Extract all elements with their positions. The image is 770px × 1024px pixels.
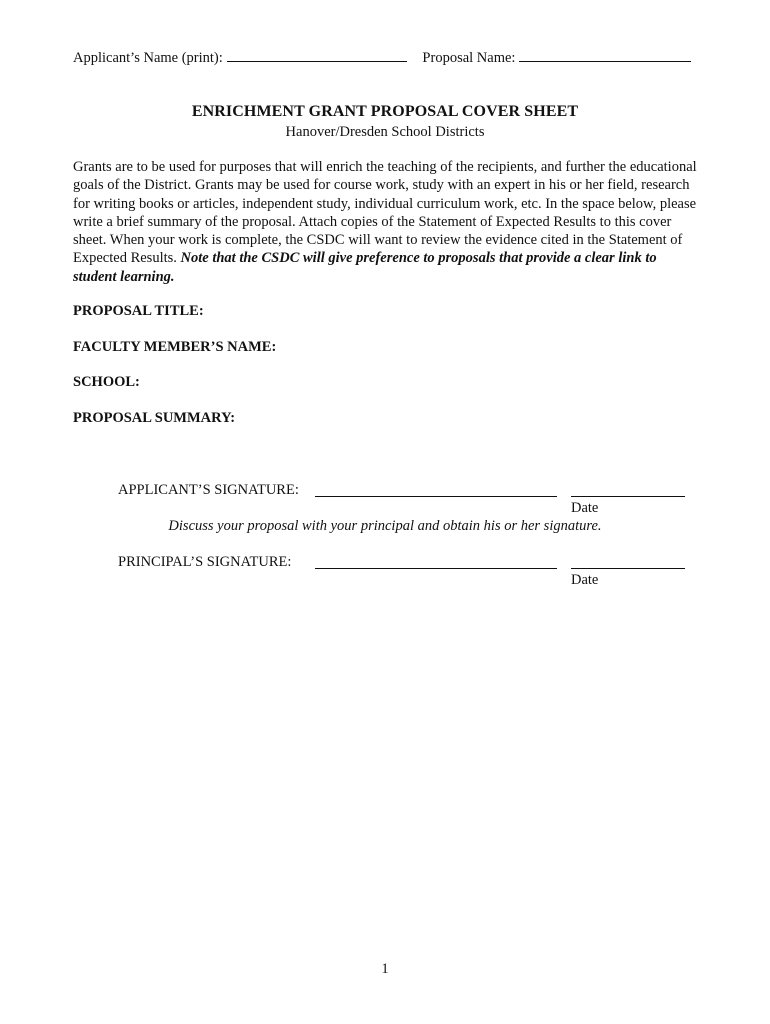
- page-subtitle: Hanover/Dresden School Districts: [285, 124, 485, 140]
- proposal-title-label: PROPOSAL TITLE:: [73, 303, 204, 319]
- applicant-date-line[interactable]: [571, 496, 685, 497]
- applicant-name-field[interactable]: [227, 48, 407, 62]
- faculty-name-label: FACULTY MEMBER’S NAME:: [73, 339, 277, 355]
- principal-date-label: Date: [571, 572, 599, 588]
- intro-paragraph: [73, 158, 703, 286]
- applicant-signature-label: APPLICANT’S SIGNATURE:: [118, 482, 299, 498]
- principal-date-line[interactable]: [571, 568, 685, 569]
- applicant-name-label: Applicant’s Name (print):: [73, 50, 223, 66]
- proposal-summary-label: PROPOSAL SUMMARY:: [73, 410, 236, 426]
- principal-instruction-note: Discuss your proposal with your principal and obtain his or her signature.: [168, 518, 602, 534]
- principal-signature-line[interactable]: [315, 568, 557, 569]
- applicant-date-label: Date: [571, 500, 599, 516]
- page-number: 1: [381, 961, 389, 977]
- header-fields: [73, 48, 691, 67]
- proposal-name-label: Proposal Name:: [422, 50, 516, 66]
- principal-signature-label: PRINCIPAL’S SIGNATURE:: [118, 554, 292, 570]
- applicant-signature-line[interactable]: [315, 496, 557, 497]
- page-title: ENRICHMENT GRANT PROPOSAL COVER SHEET: [191, 103, 579, 120]
- school-label: SCHOOL:: [73, 374, 140, 390]
- proposal-name-field[interactable]: [519, 48, 691, 62]
- intro-emphasis: Note that the CSDC will give preference to proposals that provide a clear link to student learning.: [73, 250, 657, 285]
- intro-text: Grants are to be used for purposes that will enrich the teaching of the recipients, and further the educational goals of the District. Grants may be used for course work, study with an expert in his or her field, research for writing books or articles, independent study, individual curriculum work, etc. In the space below, please write a brief summary of the proposal. Attach copies of the Statement of Expected Results to this cover sheet. When your work is complete, the CSDC will want to review the evidence cited in the Statement of Expected Results.: [73, 159, 697, 267]
